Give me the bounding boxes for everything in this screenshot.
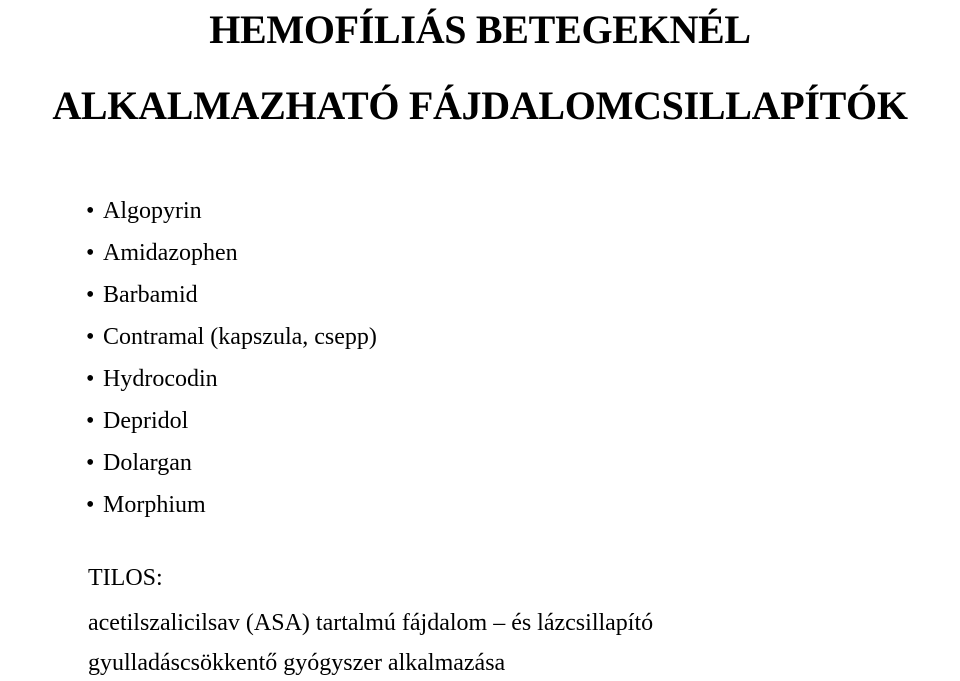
drug-list (86, 192, 377, 528)
forbidden-heading: TILOS: (88, 565, 163, 591)
list-item (86, 192, 377, 234)
drug-name: Algopyrin (103, 198, 202, 224)
drug-name: Depridol (103, 408, 189, 434)
drug-name: Barbamid (103, 282, 198, 308)
bullet-icon: • (86, 366, 95, 392)
list-item (86, 276, 377, 318)
drug-name: Morphium (103, 492, 206, 518)
bullet-icon: • (86, 450, 95, 476)
drug-name: Dolargan (103, 450, 192, 476)
forbidden-text-line-1: acetilszalicilsav (ASA) tartalmú fájdalom – és lázcsillapító (88, 610, 654, 636)
list-item (86, 234, 377, 276)
drug-name: Hydrocodin (103, 366, 218, 392)
bullet-icon: • (86, 240, 95, 266)
list-item (86, 402, 377, 444)
drug-name: Amidazophen (103, 240, 238, 266)
bullet-icon: • (86, 282, 95, 308)
drug-name: Contramal (kapszula, csepp) (103, 324, 377, 350)
bullet-icon: • (86, 492, 95, 518)
page-title-line-1: HEMOFÍLIÁS BETEGEKNÉL (209, 7, 751, 52)
bullet-icon: • (86, 324, 95, 350)
list-item (86, 486, 377, 528)
page-title-line-2: ALKALMAZHATÓ FÁJDALOMCSILLAPÍTÓK (52, 83, 908, 128)
bullet-icon: • (86, 408, 95, 434)
list-item (86, 360, 377, 402)
list-item (86, 318, 377, 360)
forbidden-text-line-2: gyulladáscsökkentő gyógyszer alkalmazása (88, 650, 506, 676)
list-item (86, 444, 377, 486)
bullet-icon: • (86, 198, 95, 224)
